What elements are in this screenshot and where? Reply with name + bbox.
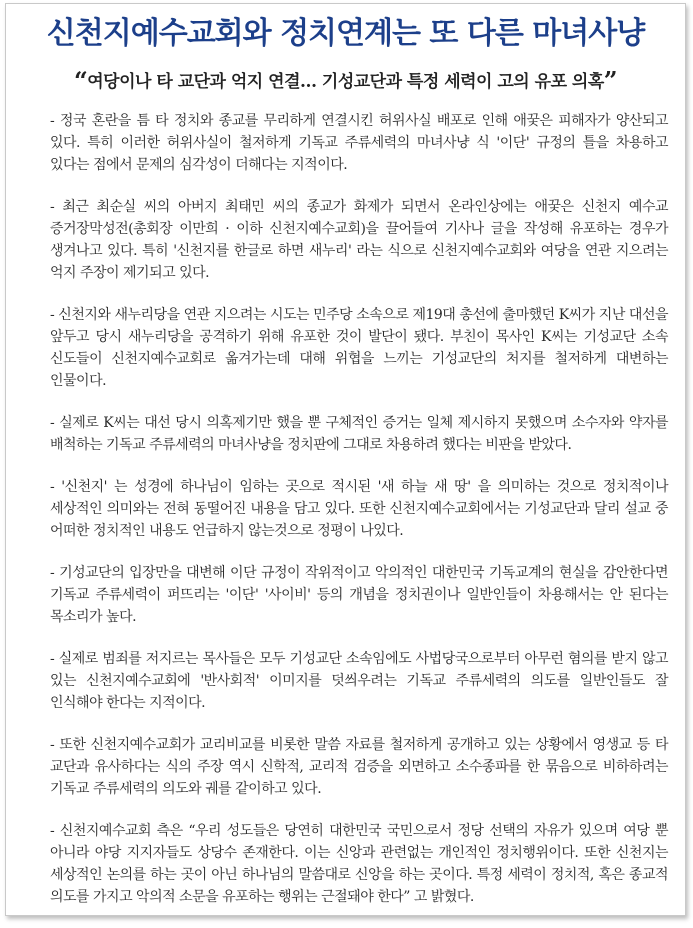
- paragraph: - 실제로 K씨는 대선 당시 의혹제기만 했을 뿐 구체적인 증거는 일체 제시하지 못했으며 소수자와 약자를 배척하는 기독교 주류세력의 마녀사냥을 정치판에 그대로 차용하려 했다는 비판을 받았다.: [50, 415, 668, 453]
- paragraph: - 정국 혼란을 틈 타 정치와 종교를 무리하게 연결시킨 허위사실 배포로 인해 애꿎은 피해자가 양산되고 있다. 특히 이러한 허위사실이 철저하게 기독교 주류세력의 마녀사냥 식 '이단' 규정의 틀을 차용하고 있다는 점에서 문제의 심각성이 더해다는 지적이다.: [50, 113, 668, 173]
- subheadline-text: 여당이나 타 교단과 억지 연결… 기성교단과 특정 세력이 고의 유포 의혹: [87, 72, 604, 92]
- article-body: [50, 110, 668, 928]
- subheadline: [6, 66, 685, 95]
- paragraph: - 또한 신천지예수교회가 교리비교를 비롯한 말씀 자료를 철저하게 공개하고 있는 상황에서 영생교 등 타 교단과 유사하다는 식의 주장 역시 신학적, 교리적 검증을 외면하고 소수종파를 한 묶음으로 비하하려는 기독교 주류세력의 의도와 궤를 같이하고 있다.: [50, 737, 668, 797]
- article-frame: [5, 3, 686, 916]
- close-quote-mark: ”: [603, 66, 618, 95]
- paragraph: - 실제로 범죄를 저지르는 목사들은 모두 기성교단 소속임에도 사법당국으로부터 아무런 혐의를 받지 않고 있는 신천지예수교회에 '반사회적' 이미지를 덧씌우려는 기독교 주류세력의 의도를 일반인들도 잘 인식해야 한다는 지적이다.: [50, 651, 668, 711]
- headline: 신천지예수교회와 정치연계는 또 다른 마녀사냥: [46, 16, 645, 51]
- paragraph: - 최근 최순실 씨의 아버지 최태민 씨의 종교가 화제가 되면서 온라인상에는 애꿎은 신천지 예수교 증거장막성전(총회장 이만희 · 이하 신천지예수교회)을 끌어들여 기사나 글을 작성해 유포하는 경우가 생겨나고 있다. 특히 '신천지를 한글로 하면 새누리' 라는 식으로 신천지예수교회와 여당을 연관 지으려는 억지 주장이 제기되고 있다.: [50, 199, 668, 281]
- paragraph: - '신천지' 는 성경에 하나님이 임하는 곳으로 적시된 '새 하늘 새 땅' 을 의미하는 것으로 정치적이나 세상적인 의미와는 전혀 동떨어진 내용을 담고 있다. 또한 신천지예수교회에서는 기성교단과 달리 설교 중 어떠한 정치적인 내용도 언급하지 않는것으로 정평이 나있다.: [50, 479, 668, 539]
- paragraph: - 신천지와 새누리당을 연관 지으려는 시도는 민주당 소속으로 제19대 총선에 출마했던 K씨가 지난 대선을 앞두고 당시 새누리당을 공격하기 위해 유포한 것이 발단이 됐다. 부친이 목사인 K씨는 기성교단 소속 신도들이 신천지예수교회로 옮겨가는데 대해 위협을 느끼는 기성교단의 처지를 철저하게 대변하는 인물이다.: [50, 307, 668, 389]
- paragraph: - 기성교단의 입장만을 대변해 이단 규정이 작위적이고 악의적인 대한민국 기독교계의 현실을 감안한다면 기독교 주류세력이 퍼뜨리는 '이단' '사이비' 등의 개념을 정치권이나 일반인들이 차용해서는 안 된다는 목소리가 높다.: [50, 565, 668, 625]
- paragraph: - 신천지예수교회 측은 “우리 성도들은 당연히 대한민국 국민으로서 정당 선택의 자유가 있으며 여당 뿐 아니라 야당 지지자들도 상당수 존재한다. 이는 신앙과 관련없는 개인적인 정치행위이다. 또한 신천지는 세상적인 논의를 하는 곳이 아닌 하나님의 말씀대로 신앙을 하는 곳이다. 특정 세력이 정치적, 혹은 종교적 의도를 가지고 악의적 소문을 유포하는 행위는 근절돼야 한다” 고 밝혔다.: [50, 823, 668, 905]
- open-quote-mark: “: [73, 66, 88, 95]
